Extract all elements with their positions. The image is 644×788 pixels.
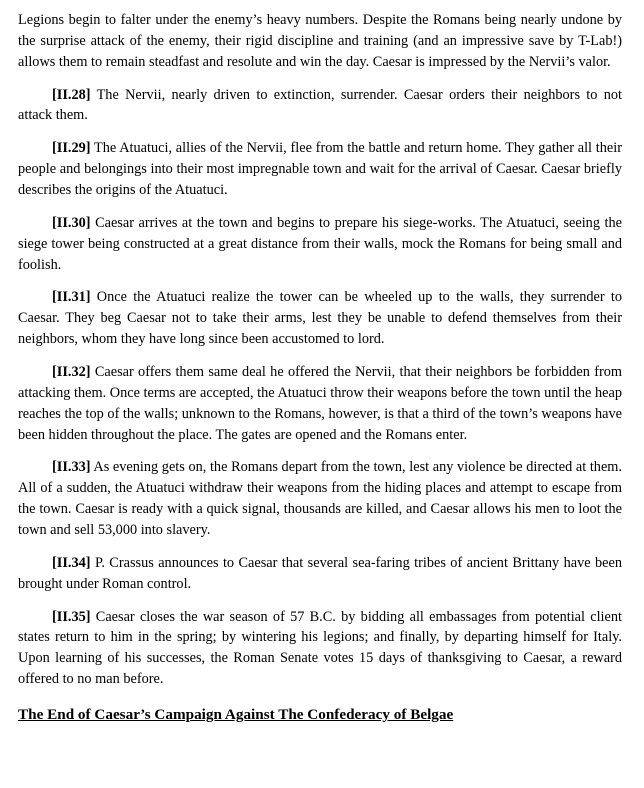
section-tag: [II.33] xyxy=(52,459,91,476)
paragraph-ii-29 xyxy=(18,138,622,201)
paragraph-ii-33 xyxy=(18,457,622,540)
paragraph-ii-28 xyxy=(18,85,622,127)
paragraph-text: Caesar closes the war season of 57 B.C. by bidding all embassages from potential client states return to him in the spring; by wintering his legions; and finally, by departing himself for Italy. Upon learning of his successes, the Roman Senate votes 15 days of thanksgiving to Caesar, a reward offered to no man before. xyxy=(18,608,622,688)
paragraph-text: The Atuatuci, allies of the Nervii, flee from the battle and return home. They gather all their people and belongings into their most impregnable town and wait for the arrival of Caesar. Caesar briefly describes the origins of the Atuatuci. xyxy=(18,140,622,199)
section-tag: [II.30] xyxy=(52,214,91,231)
paragraph-ii-35 xyxy=(18,607,622,690)
paragraph-continuation xyxy=(18,10,622,73)
section-tag: [II.34] xyxy=(52,554,91,571)
section-heading: The End of Caesar’s Campaign Against The Confederacy of Belgae xyxy=(18,706,454,724)
section-tag: [II.35] xyxy=(52,608,91,625)
paragraph-ii-30 xyxy=(18,213,622,276)
paragraph-ii-32 xyxy=(18,362,622,445)
paragraph-text: As evening gets on, the Romans depart from the town, lest any violence be directed at them. All of a sudden, the Atuatuci withdraw their weapons from the hiding places and attempt to escape from the town. Caesar is ready with a quick signal, thousands are killed, and Caesar allows his men to loot the town and sell 53,000 into slavery. xyxy=(18,459,622,539)
paragraph-text: Legions begin to falter under the enemy’s heavy numbers. Despite the Romans being nearly undone by the surprise attack of the enemy, their rigid discipline and training (and an impressive save by T-Lab!) allows them to remain steadfast and resolute and win the day. Caesar is impressed by the Nervii’s valor. xyxy=(18,12,622,70)
paragraph-text: P. Crassus announces to Caesar that several sea-faring tribes of ancient Brittany have been brought under Roman control. xyxy=(18,554,622,592)
paragraph-text: The Nervii, nearly driven to extinction, surrender. Caesar orders their neighbors to not attack them. xyxy=(18,86,622,124)
paragraph-text: Caesar offers them same deal he offered the Nervii, that their neighbors be forbidden from attacking them. Once terms are accepted, the Atuatuci throw their weapons before the town until the heap reaches the top of the walls; unknown to the Romans, however, is that a third of the town’s weapons have been hidden throughout the place. The gates are opened and the Romans enter. xyxy=(18,364,622,443)
section-tag: [II.32] xyxy=(52,364,91,381)
paragraph-text: Once the Atuatuci realize the tower can be wheeled up to the walls, they surrender to Caesar. They beg Caesar not to take their arms, lest they be unable to defend themselves from their neighbors, whom they have long since been accustomed to lord. xyxy=(18,289,622,348)
paragraph-ii-34 xyxy=(18,553,622,595)
paragraph-text: Caesar arrives at the town and begins to prepare his siege-works. The Atuatuci, seeing the siege tower being constructed at a great distance from their walls, mock the Romans for being small and foolish. xyxy=(18,214,622,273)
section-tag: [II.31] xyxy=(52,289,91,306)
section-tag: [II.28] xyxy=(52,86,91,103)
paragraph-ii-31 xyxy=(18,287,622,350)
section-tag: [II.29] xyxy=(52,140,91,157)
